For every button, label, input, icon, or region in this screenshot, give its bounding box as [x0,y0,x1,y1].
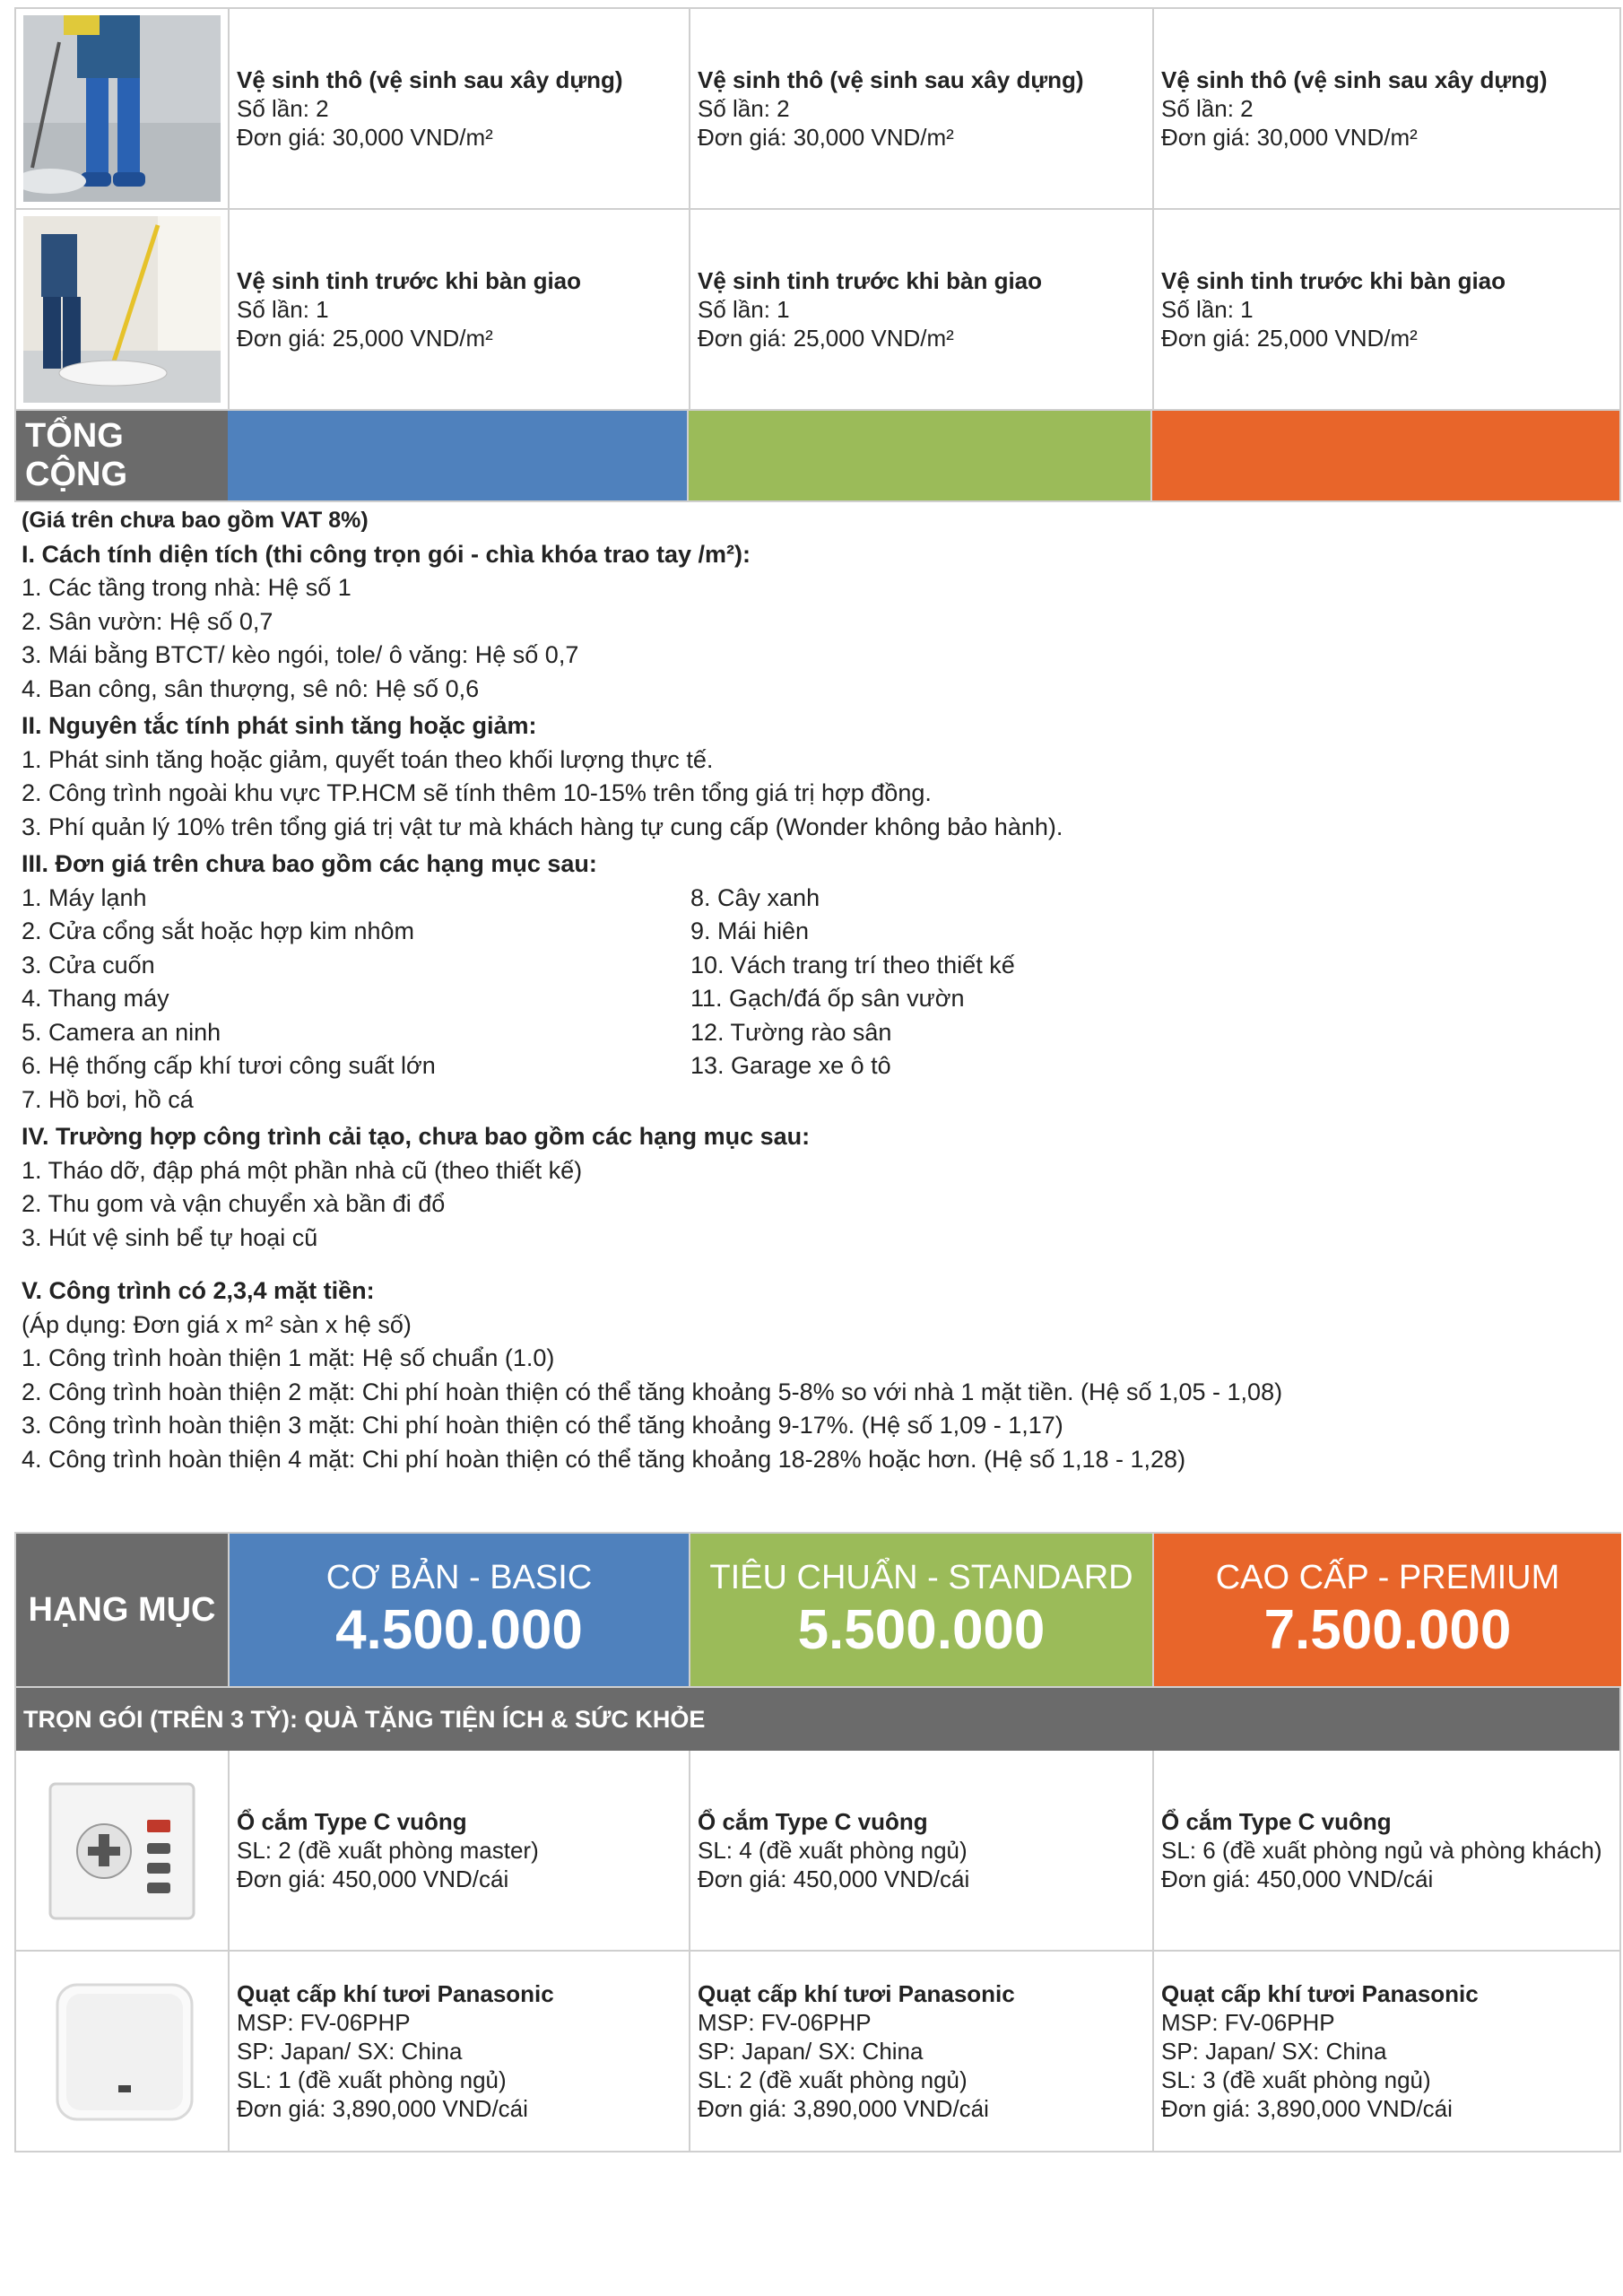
item-title: Ổ cắm Type C vuông [1161,1808,1392,1835]
section-1-item: 3. Mái bằng BTCT/ kèo ngói, tole/ ô văng: Hệ số 0,7 [22,641,579,668]
section-1-title: I. Cách tính diện tích (thi công trọn gói - chìa khóa trao tay /m²): [22,540,751,568]
section-5-item: 1. Công trình hoàn thiện 1 mặt: Hệ số chuẩn (1.0) [22,1344,555,1371]
tier-premium-name: CAO CẤP - PREMIUM [1215,1559,1560,1596]
fine-cleaning-basic [230,210,690,409]
item-line: Đơn giá: 3,890,000 VND/cái [1161,2095,1453,2122]
vat-note: (Giá trên chưa bao gồm VAT 8%) [22,508,369,533]
item-line: Đơn giá: 450,000 VND/cái [237,1866,509,1892]
section-3-right [690,882,1015,1118]
item-title: Quạt cấp khí tươi Panasonic [237,1980,554,2007]
section-4-item: 2. Thu gom và vận chuyển xà bần đi đổ [22,1190,446,1217]
cleaning-standard [690,9,1154,208]
item-line: SL: 6 (đề xuất phòng ngủ và phòng khách) [1161,1837,1602,1864]
socket-type-c-photo [16,1751,230,1950]
item-title: Vệ sinh tinh trước khi bàn giao [237,267,582,294]
socket-standard [690,1751,1154,1950]
section-2-item: 1. Phát sinh tăng hoặc giảm, quyết toán theo khối lượng thực tế. [22,745,714,773]
section-3-item: 12. Tường rào sân [690,1018,892,1046]
cleaning-basic [230,9,690,208]
section-3-item: 9. Mái hiên [690,918,810,944]
tier-premium [1154,1534,1621,1686]
item-count: Số lần: 2 [1161,95,1254,122]
section-3-item: 7. Hồ bơi, hồ cá [22,1085,194,1113]
item-line: SP: Japan/ SX: China [1161,2038,1387,2065]
item-title: Quạt cấp khí tươi Panasonic [1161,1980,1479,2007]
section-3-item: 13. Garage xe ô tô [690,1052,891,1079]
item-price: Đơn giá: 25,000 VND/m² [1161,325,1418,352]
item-line: SP: Japan/ SX: China [237,2038,463,2065]
air-fan-icon [23,1958,221,2144]
item-count: Số lần: 1 [698,296,790,323]
total-label: TỔNG CỘNG [16,411,228,500]
item-title: Ổ cắm Type C vuông [237,1808,467,1835]
tier-standard-price: 5.500.000 [797,1599,1046,1661]
item-line: SP: Japan/ SX: China [698,2038,924,2065]
item-line: MSP: FV-06PHP [1161,2009,1335,2036]
fine-cleaning-standard [690,210,1154,409]
socket-basic [230,1751,690,1950]
section-2-item: 2. Công trình ngoài khu vực TP.HCM sẽ tính thêm 10-15% trên tổng giá trị hợp đồng. [22,779,932,806]
fan-premium [1154,1952,1621,2151]
pressure-washing-photo-icon [23,15,221,202]
section-4-title: IV. Trường hợp công trình cải tạo, chưa bao gồm các hạng mục sau: [22,1123,811,1150]
mopping-photo-icon [23,216,221,403]
pressure-washing-photo [16,9,230,208]
item-line: MSP: FV-06PHP [698,2009,872,2036]
item-title: Ổ cắm Type C vuông [698,1808,928,1835]
table-row [14,210,1621,411]
item-title: Quạt cấp khí tươi Panasonic [698,1980,1015,2007]
item-title: Vệ sinh thô (vệ sinh sau xây dựng) [698,66,1084,93]
section-5-item: 2. Công trình hoàn thiện 2 mặt: Chi phí hoàn thiện có thể tăng khoảng 5-8% so với nhà 1 mặt tiền. (Hệ số 1,05 - 1,08) [22,1378,1283,1405]
tier-basic-name: CƠ BẢN - BASIC [325,1559,593,1596]
item-title: Vệ sinh tinh trước khi bàn giao [1161,267,1506,294]
section-5-item: 4. Công trình hoàn thiện 4 mặt: Chi phí hoàn thiện có thể tăng khoảng 18-28% hoặc hơn. (Hệ số 1,18 - 1,28) [22,1445,1186,1473]
gift-band: TRỌN GÓI (TRÊN 3 TỶ): QUÀ TẶNG TIỆN ÍCH & SỨC KHỎE [14,1688,1621,1751]
air-fan-photo [16,1952,230,2151]
item-count: Số lần: 2 [237,95,329,122]
notes [22,504,1609,1476]
tier-basic-price: 4.500.000 [335,1599,583,1661]
section-3-item: 3. Cửa cuốn [22,951,155,978]
item-line: SL: 4 (đề xuất phòng ngủ) [698,1837,968,1864]
total-basic [228,411,689,500]
tier-header-label: HẠNG MỤC [16,1534,230,1686]
section-5-item: (Áp dụng: Đơn giá x m² sàn x hệ số) [22,1310,412,1338]
section-3-item: 6. Hệ thống cấp khí tươi công suất lớn [22,1052,436,1079]
item-line: SL: 1 (đề xuất phòng ngủ) [237,2066,507,2093]
item-price: Đơn giá: 30,000 VND/m² [1161,124,1418,151]
item-title: Vệ sinh tinh trước khi bàn giao [698,267,1043,294]
section-1-item: 2. Sân vườn: Hệ số 0,7 [22,607,273,635]
item-line: Đơn giá: 450,000 VND/cái [698,1866,970,1892]
section-5-title: V. Công trình có 2,3,4 mặt tiền: [22,1277,375,1304]
table-row [14,7,1621,210]
item-line: Đơn giá: 3,890,000 VND/cái [237,2095,528,2122]
total-standard [689,411,1152,500]
item-price: Đơn giá: 25,000 VND/m² [698,325,954,352]
section-3-columns [22,882,1609,1118]
fan-basic [230,1952,690,2151]
section-3-item: 1. Máy lạnh [22,883,147,911]
item-title: Vệ sinh thô (vệ sinh sau xây dựng) [1161,66,1548,93]
table-row [14,1952,1621,2152]
total-row [14,411,1621,502]
item-line: SL: 2 (đề xuất phòng ngủ) [698,2066,968,2093]
item-line: MSP: FV-06PHP [237,2009,411,2036]
item-line: SL: 3 (đề xuất phòng ngủ) [1161,2066,1431,2093]
tier-basic [230,1534,690,1686]
section-3-item: 4. Thang máy [22,985,169,1012]
gift-table [14,1532,1621,2152]
section-3-item: 5. Camera an ninh [22,1018,221,1046]
section-2-title: II. Nguyên tắc tính phát sinh tăng hoặc giảm: [22,712,537,739]
item-title: Vệ sinh thô (vệ sinh sau xây dựng) [237,66,623,93]
cleaning-premium [1154,9,1621,208]
item-line: Đơn giá: 450,000 VND/cái [1161,1866,1434,1892]
section-4-item: 3. Hút vệ sinh bể tự hoại cũ [22,1223,318,1251]
section-3-item: 11. Gạch/đá ốp sân vườn [690,985,965,1012]
section-5-item: 3. Công trình hoàn thiện 3 mặt: Chi phí hoàn thiện có thể tăng khoảng 9-17%. (Hệ số 1,09 - 1,17) [22,1412,1063,1439]
item-count: Số lần: 1 [1161,296,1254,323]
tier-standard-name: TIÊU CHUẨN - STANDARD [709,1559,1133,1596]
tier-header-row [14,1532,1621,1688]
fan-standard [690,1952,1154,2151]
item-line: Đơn giá: 3,890,000 VND/cái [698,2095,989,2122]
section-3-left [22,882,690,1118]
section-1-item: 4. Ban công, sân thượng, sê nô: Hệ số 0,6 [22,674,480,702]
section-3-item: 8. Cây xanh [690,883,820,911]
section-1-item: 1. Các tầng trong nhà: Hệ số 1 [22,574,352,601]
item-count: Số lần: 2 [698,95,790,122]
item-price: Đơn giá: 30,000 VND/m² [237,124,493,151]
total-premium [1152,411,1619,500]
tier-premium-price: 7.500.000 [1263,1599,1512,1661]
item-count: Số lần: 1 [237,296,329,323]
table-row [14,1751,1621,1952]
item-price: Đơn giá: 25,000 VND/m² [237,325,493,352]
section-3-title: III. Đơn giá trên chưa bao gồm các hạng mục sau: [22,850,597,877]
tier-standard [690,1534,1154,1686]
section-4-item: 1. Tháo dỡ, đập phá một phần nhà cũ (theo thiết kế) [22,1156,583,1184]
fine-cleaning-premium [1154,210,1621,409]
socket-icon [23,1757,221,1944]
item-price: Đơn giá: 30,000 VND/m² [698,124,954,151]
socket-premium [1154,1751,1621,1950]
section-3-item: 10. Vách trang trí theo thiết kế [690,951,1015,978]
section-2-item: 3. Phí quản lý 10% trên tổng giá trị vật tư mà khách hàng tự cung cấp (Wonder không bảo hành). [22,813,1063,840]
section-3-item: 2. Cửa cổng sắt hoặc hợp kim nhôm [22,918,414,944]
mopping-photo [16,210,230,409]
item-line: SL: 2 (đề xuất phòng master) [237,1837,539,1864]
cleaning-table [14,7,1621,502]
